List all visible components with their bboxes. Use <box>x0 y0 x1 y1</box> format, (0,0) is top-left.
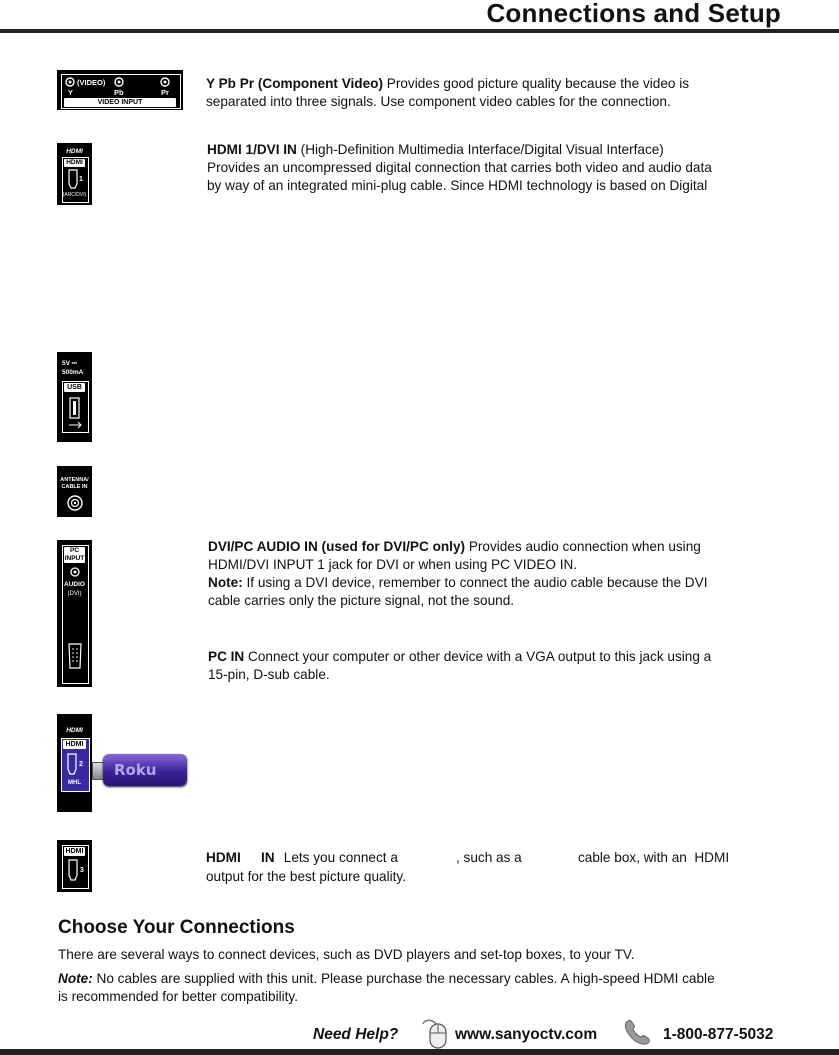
antenna-panel <box>57 466 92 517</box>
hdmi1-panel <box>57 143 92 205</box>
pr-label: Pr <box>161 88 169 97</box>
hdmi-logo: HDMI <box>66 148 83 155</box>
hdmi1-number: 1 <box>79 176 83 183</box>
rca-jack-pb-icon <box>114 77 124 87</box>
y-label: Y <box>68 88 74 97</box>
hdmi-logo: HDMI <box>66 727 83 734</box>
arc-dvi-label: (ARC/DVI) <box>62 192 87 198</box>
pc-audio-label: AUDIO <box>64 581 85 588</box>
video-tag: (VIDEO) <box>77 78 106 87</box>
component-video-heading: Y Pb Pr (Component Video) <box>206 76 383 91</box>
usb-port-icon <box>68 397 82 431</box>
pc-in-heading: PC IN <box>208 649 245 664</box>
hdmi2-panel <box>57 714 92 812</box>
page-title: Connections and Setup <box>486 0 781 28</box>
footer-rule <box>0 1049 839 1055</box>
usb-current: 500mA <box>62 369 84 376</box>
phone-icon <box>622 1018 654 1048</box>
usb-panel <box>57 352 92 442</box>
hdmi3-panel <box>57 840 92 892</box>
pc-note-label: Note: <box>208 575 243 590</box>
phone-number[interactable]: 1-800-877-5032 <box>663 1026 774 1043</box>
hdmi3-heading-b: IN <box>261 850 275 865</box>
hdmi3-heading-a: HDMI <box>206 850 241 865</box>
antenna-label-line1: ANTENNA/ <box>60 477 89 483</box>
rca-jack-y-icon <box>65 77 75 87</box>
hdmi-port-icon <box>68 859 78 881</box>
mhl-label: MHL <box>68 780 81 786</box>
pc-audio-description: DVI/PC AUDIO IN (used for DVI/PC only) Provides audio connection when using HDMI/DVI INPUT 1 jack for DVI or when using PC VIDEO IN. Note: If using a DVI device, remember to connect the audio cable because the DVI cable carries only the picture signal, not the sound. <box>208 539 708 608</box>
pc-audio-heading: DVI/PC AUDIO IN (used for DVI/PC only) <box>208 539 466 554</box>
pc-input-panel <box>57 540 92 687</box>
vga-port-icon <box>67 643 83 669</box>
choose-connections-heading: Choose Your Connections <box>58 917 295 938</box>
hdmi3-label: HDMI <box>65 848 84 855</box>
pc-input-label: PC INPUT <box>64 547 85 562</box>
pc-dvi-label: (DVI) <box>67 591 82 597</box>
rca-jack-pr-icon <box>160 77 170 87</box>
coax-jack-icon <box>66 494 84 512</box>
component-video-panel <box>57 70 183 110</box>
hdmi1-description: HDMI 1/DVI IN (High-Definition Multimedia Interface/Digital Visual Interface) Provides an uncompressed digital connection that carries both video and audio data by way of an integrated mini-plug cable. Since HDMI technology is based on Digital <box>207 142 712 193</box>
hdmi-port-icon <box>67 753 77 775</box>
usb-label: USB <box>64 383 85 392</box>
pb-label: Pb <box>114 88 124 97</box>
website-link[interactable]: www.sanyoctv.com <box>455 1026 598 1043</box>
choose-note-label: Note: <box>58 971 93 986</box>
usb-voltage: 5V ⎓ <box>62 360 77 367</box>
roku-logo: Roku <box>114 761 157 779</box>
hdmi3-number: 3 <box>80 867 84 874</box>
choose-connections-intro: There are several ways to connect devices, such as DVD players and set-top boxes, to your TV. <box>58 947 635 962</box>
mouse-icon <box>420 1018 450 1050</box>
header-rule <box>0 29 839 33</box>
hdmi-port-icon <box>68 169 78 189</box>
choose-connections-note: Note: No cables are supplied with this unit. Please purchase the necessary cables. A high-speed HDMI cable is recommended for better compatibility. <box>58 971 715 1004</box>
hdmi1-heading: HDMI 1/DVI IN <box>207 142 297 157</box>
antenna-label-line2: CABLE IN <box>61 484 88 490</box>
audio-jack-icon <box>70 567 80 577</box>
need-help-label: Need Help? <box>313 1026 399 1043</box>
roku-stick-image <box>92 752 188 788</box>
hdmi2-number: 2 <box>79 761 83 768</box>
pc-in-description: PC IN Connect your computer or other device with a VGA output to this jack using a 15-pin, D-sub cable. <box>208 649 712 682</box>
hdmi2-label: HDMI <box>63 740 86 749</box>
hdmi3-description: HDMI IN Lets you connect a , such as a cable box, with an HDMI output for the best picture quality. <box>206 850 730 884</box>
video-input-caption: VIDEO INPUT <box>64 98 176 107</box>
component-video-description: Y Pb Pr (Component Video) Provides good picture quality because the video is separated into three signals. Use component video cables for the connection. <box>206 76 690 109</box>
hdmi1-label: HDMI <box>64 159 85 167</box>
